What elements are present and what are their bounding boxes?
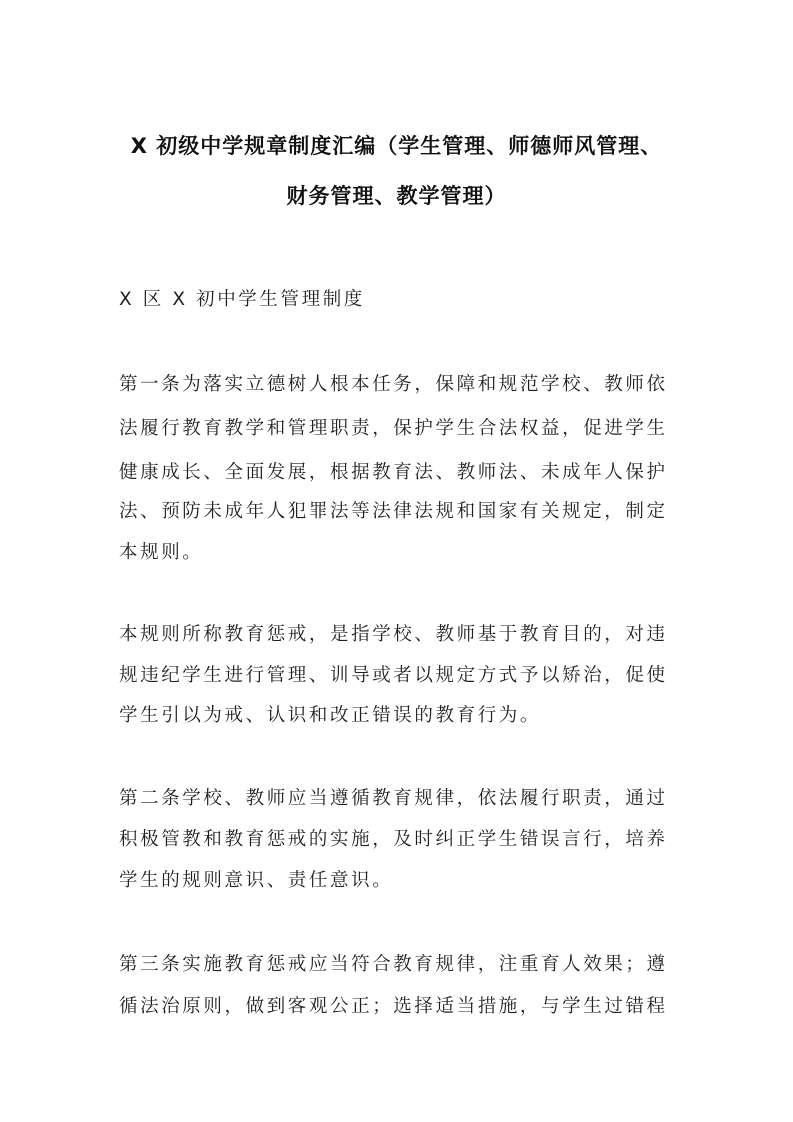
- paragraph-line: 学生引以为戒、认识和改正错误的教育行为。: [119, 705, 542, 726]
- document-title-line-1: X 初级中学规章制度汇编（学生管理、师德师风管理、: [130, 134, 663, 158]
- paragraph-line: 第三条实施教育惩戒应当符合教育规律，注重育人效果；遵: [119, 954, 668, 975]
- paragraph-line: 规违纪学生进行管理、训导或者以规定方式予以矫治，促使: [119, 665, 668, 686]
- paragraph-line: 本规则。: [119, 542, 204, 563]
- paragraph-line: 法、预防未成年人犯罪法等法律法规和国家有关规定，制定: [119, 501, 668, 522]
- paragraph-line: 第二条学校、教师应当遵循教育规律，依法履行职责，通过: [119, 788, 668, 809]
- paragraph-line: 本规则所称教育惩戒，是指学校、教师基于教育目的，对违: [119, 624, 668, 645]
- paragraph-line: 积极管教和教育惩戒的实施，及时纠正学生错误言行，培养: [119, 829, 668, 850]
- section-heading: X 区 X 初中学生管理制度: [119, 289, 365, 310]
- paragraph-line: 健康成长、全面发展，根据教育法、教师法、未成年人保护: [119, 462, 668, 483]
- paragraph-line: 学生的规则意识、责任意识。: [119, 870, 394, 891]
- paragraph-line: 法履行教育教学和管理职责，保护学生合法权益，促进学生: [119, 418, 668, 439]
- document-title-line-2: 财务管理、教学管理）: [286, 184, 507, 208]
- paragraph-line: 循法治原则，做到客观公正；选择适当措施，与学生过错程: [119, 996, 668, 1017]
- paragraph-line: 第一条为落实立德树人根本任务，保障和规范学校、教师依: [119, 374, 668, 395]
